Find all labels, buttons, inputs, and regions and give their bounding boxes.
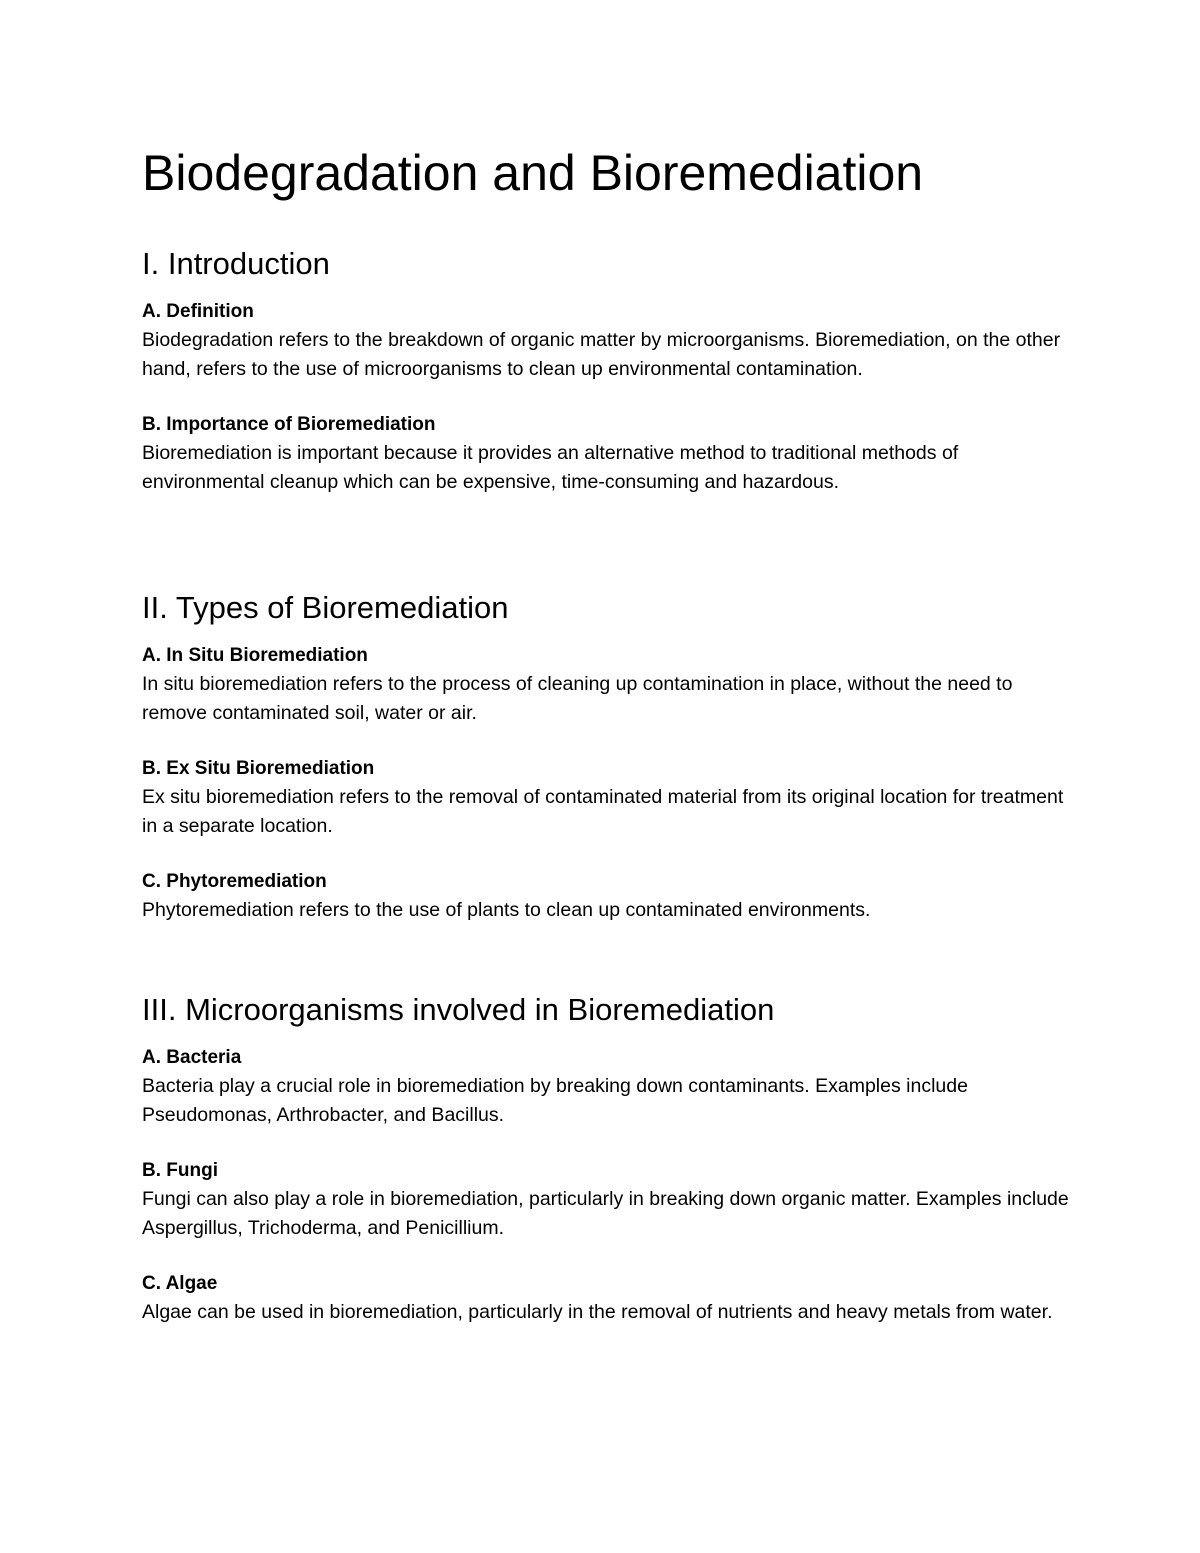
subsection-importance	[142, 411, 1072, 496]
subsection-heading: A. Bacteria	[142, 1047, 242, 1068]
subsection-definition	[142, 298, 1072, 383]
subsection-fungi	[142, 1157, 1072, 1242]
subsection-in-situ	[142, 642, 1072, 727]
subsection-body: Bacteria play a crucial role in bioremediation by breaking down contaminants. Examples include Pseudomonas, Arthrobacter, and Bacillus.	[142, 1075, 968, 1126]
subsection-heading: B. Ex Situ Bioremediation	[142, 758, 375, 780]
subsection-heading: A. Definition	[142, 301, 254, 322]
subsection-heading: C. Phytoremediation	[142, 871, 327, 893]
section-heading: III. Microorganisms involved in Bioremediation	[142, 992, 775, 1027]
subsection-algae	[142, 1270, 1072, 1327]
subsection-bacteria	[142, 1044, 1072, 1129]
document-title: Biodegradation and Bioremediation	[142, 145, 924, 201]
subsection-body: Bioremediation is important because it provides an alternative method to traditional methods of environmental cleanup which can be expensive, time-consuming and hazardous.	[142, 442, 959, 493]
section-heading: II. Types of Bioremediation	[142, 590, 509, 625]
subsection-body: Fungi can also play a role in bioremediation, particularly in breaking down organic matter. Examples include Aspergillus, Trichoderma, and Penicillium.	[142, 1188, 1069, 1239]
subsection-body: Phytoremediation refers to the use of plants to clean up contaminated environments.	[142, 899, 871, 922]
subsection-ex-situ	[142, 755, 1072, 840]
subsection-body: In situ bioremediation refers to the process of cleaning up contamination in place, without the need to remove contaminated soil, water or air.	[142, 673, 1013, 724]
subsection-body: Biodegradation refers to the breakdown of organic matter by microorganisms. Bioremediation, on the other hand, refers to the use of microorganisms to clean up environmental contamination.	[142, 329, 1061, 380]
subsection-heading: B. Importance of Bioremediation	[142, 414, 436, 436]
subsection-heading: B. Fungi	[142, 1160, 218, 1182]
subsection-phytoremediation	[142, 868, 1072, 925]
subsection-heading: C. Algae	[142, 1273, 218, 1295]
section-microorganisms	[142, 990, 1072, 1327]
subsection-heading: A. In Situ Bioremediation	[142, 645, 368, 666]
section-heading: I. Introduction	[142, 246, 330, 281]
subsection-body: Algae can be used in bioremediation, particularly in the removal of nutrients and heavy metals from water.	[142, 1301, 1053, 1324]
section-introduction	[142, 244, 1072, 496]
subsection-body: Ex situ bioremediation refers to the removal of contaminated material from its original location for treatment in a separate location.	[142, 786, 1064, 837]
section-types	[142, 588, 1072, 925]
